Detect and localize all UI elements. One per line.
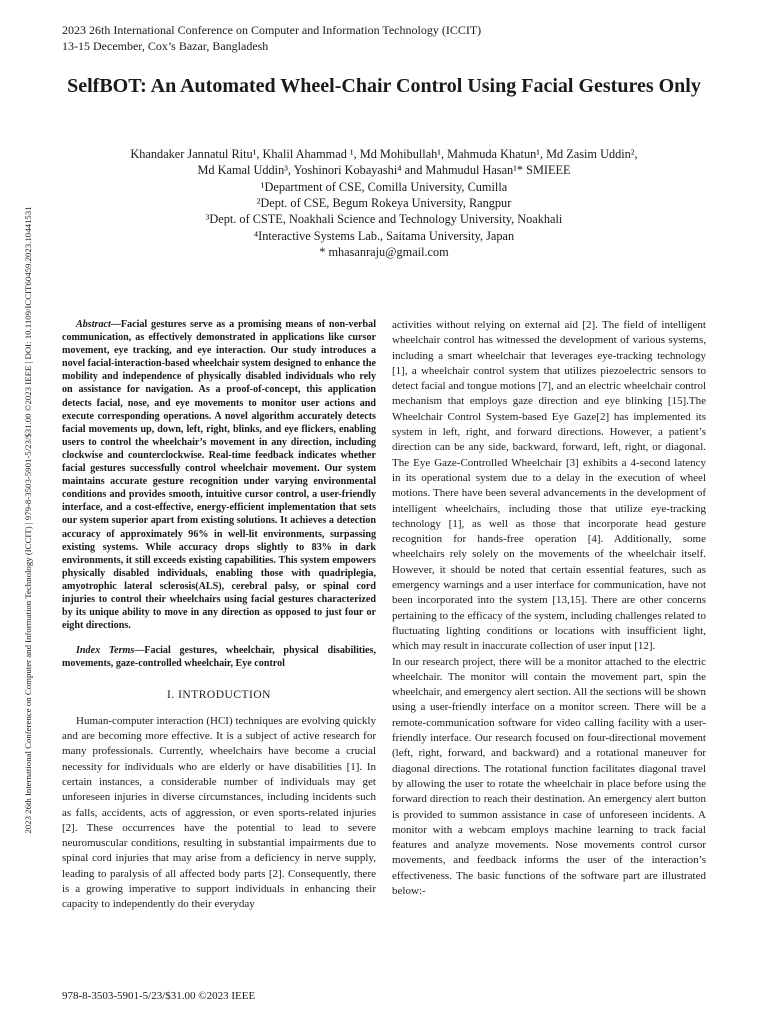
index-terms-label: Index Terms [76, 645, 135, 657]
authors-line-2: Md Kamal Uddin³, Yoshinori Kobayashi⁴ and Mahmudul Hasan¹* SMIEEE [197, 163, 571, 177]
abstract-label: Abstract [76, 319, 111, 330]
affiliation-3: ³Dept. of CSTE, Noakhali Science and Technology University, Noakhali [205, 212, 563, 227]
paper-title: SelfBOT: An Automated Wheel-Chair Control Using Facial Gestures Only [67, 75, 701, 97]
abstract-text: —Facial gestures serve as a promising means of non-verbal communication, as effectively demonstrated in applications like cursor movement, eye tracking, and eye interaction. Our study introduces a novel facial-interaction-based wheelchair system designed to enhance the mobility and independence of physically disabled individuals who rely on assistance for navigation. As a proof-of-concept, this application detects facial, nose, and eye movements to monitor user actions and execute corresponding operations. A novel algorithm accurately detects facial movements up, down, left, right, blinks, and eye flickers, enabling users to control the wheelchair’s movement in any direction, including clockwise and counterclockwise. Real-time feedback indicates whether facial gestures successfully control wheelchair movement. Our system maintains accurate gesture recognition under varying environmental conditions and provides smooth, intuitive cursor control, a user-friendly interface, and a cost-effective, energy-efficient implementation that sets our system superior apart from existing solutions. It achieves a detection accuracy of approximately 96% in well-lit environments, surpassing existing systems. While accuracy drops slightly to 83% in dark environments, it still exceeds existing capabilities. This system empowers physically disabled individuals, enabling those with quadriplegia, amyotrophic lateral sclerosis(ALS), cerebral palsy, or spinal cord injuries to control their wheelchairs using facial gestures characterized by its unique ability to move in any direction as opposed to just four or eight directions. [62, 319, 376, 632]
authors-line-1: Khandaker Jannatul Ritu¹, Khalil Ahammad ¹, Md Mohibullah¹, Mahmuda Khatun¹, Md Zasim Uddin², [130, 147, 638, 161]
affiliation-1: ¹Department of CSE, Comilla University, Cumilla [260, 180, 508, 194]
index-terms-text: —Facial gestures, wheelchair, physical disabilities, movements, gaze-controlled wheelchair, Eye control [62, 645, 376, 670]
right-column [392, 318, 706, 899]
author-list [50, 146, 718, 178]
intro-paragraph-1: Human-computer interaction (HCI) techniques are evolving quickly and are becoming more effective. It is a subject of active research for many professionals. Currently, wheelchairs have become a crucial necessity for individuals who are elderly or have disabilities [1]. In certain instances, a considerable number of individuals may get unforeseen injuries in diverse circumstances, including incidents such as falls, accidents, acts of aggression, or even sports-related injuries [2]. These occurrences have the potential to lead to severe neuromuscular conditions, resulting in substantial impairments due to spinal cord injuries that may arise from a deficiency in nerve supply, leading to paralysis of all affected body parts [2]. Consequently, there is a growing imperative to support individuals in enhancing their capacity to independently do their everyday [62, 714, 376, 911]
index-terms [62, 644, 376, 670]
conference-header [62, 22, 481, 54]
affiliation-2: ²Dept. of CSE, Begum Rokeya University, Rangpur [256, 196, 512, 211]
conference-date-location: 13-15 December, Cox’s Bazar, Bangladesh [62, 39, 269, 53]
conference-title: 2023 26th International Conference on Computer and Information Technology (ICCIT) [62, 23, 482, 37]
affiliation-4: ⁴Interactive Systems Lab., Saitama University, Japan [253, 228, 515, 243]
intro-paragraph-continued: activities without relying on external aid [2]. The field of intelligent wheelchair control has witnessed the development of various systems, including a smart wheelchair that leverages eye-tracking technology [1], a wheelchair control system that utilizes piezoelectric sensors to detect facial and tongue motions [7], and an electric wheelchair control mechanism that employs gaze direction and eye blinking [15].The Wheelchair Control System-based Eye Gaze[2] has implemented its system in left, right, and forward directions. However, a patient’s direction can be any side, backward, forward, left, right, or diagonal. The Eye Gaze-Controlled Wheelchair [3] exhibits a 4-second latency in its operational system due to a delay in the execution of wheel motions. There have been several advancements in the development of intelligent wheelchairs, including those that utilize eye-tracking technology [1], as well as those that incorporate head gesture recognition for hands-free operation [4]. Additionally, some wheelchairs rely solely on the movements of the wheelchair itself. However, it should be noted that certain essential features, such as emergency warnings and a user interface for communication, have not been incorporated into the system [13,15]. There are other concerns pertaining to the efficacy of the system, including challenges related to fluctuating lighting conditions or locations with insufficient light, which may result in inaccurate collection of user input [12]. [392, 319, 706, 653]
footer-copyright: 978-8-3503-5901-5/23/$31.00 ©2023 IEEE [62, 990, 256, 1002]
section-heading-introduction: I. INTRODUCTION [167, 689, 271, 702]
left-column [62, 318, 376, 913]
intro-paragraph-2: In our research project, there will be a monitor attached to the electric wheelchair. The monitor will contain the movement part, spin the wheelchair, and emergency alert section. All the sections will be shown using a user-friendly interface on a monitor screen. There will be a remote-communication software for video calling facility with a user-friendly interface. Our research focused on four-directional movement (left, right, forward, and backward) and a rotational maneuver for diagonal directions. The rotational function facilitates diagonal travel by allowing the user to rotate the wheelchair in place before using the forward direction to reach their destination. An emergency alert button is provided to summon assistance in case of unforeseen incidents. A monitor with a webcam employs machine learning to track facial features and analyze movements. Nose movements control cursor movements, and feedback informs the user of the interaction’s effectiveness. The basic functions of the software part are illustrated below:- [392, 655, 706, 897]
abstract [62, 318, 376, 632]
affiliations [60, 179, 708, 260]
corresponding-email: * mhasanraju@gmail.com [319, 244, 449, 259]
side-doi-banner: 2023 26th International Conference on Computer and Information Technology (ICCIT) | 979-8-3503-5901-5/23/$31.00 ©2023 IEEE | DOI: 10.1109/ICCIT60459.2023.10441531 [23, 206, 33, 834]
